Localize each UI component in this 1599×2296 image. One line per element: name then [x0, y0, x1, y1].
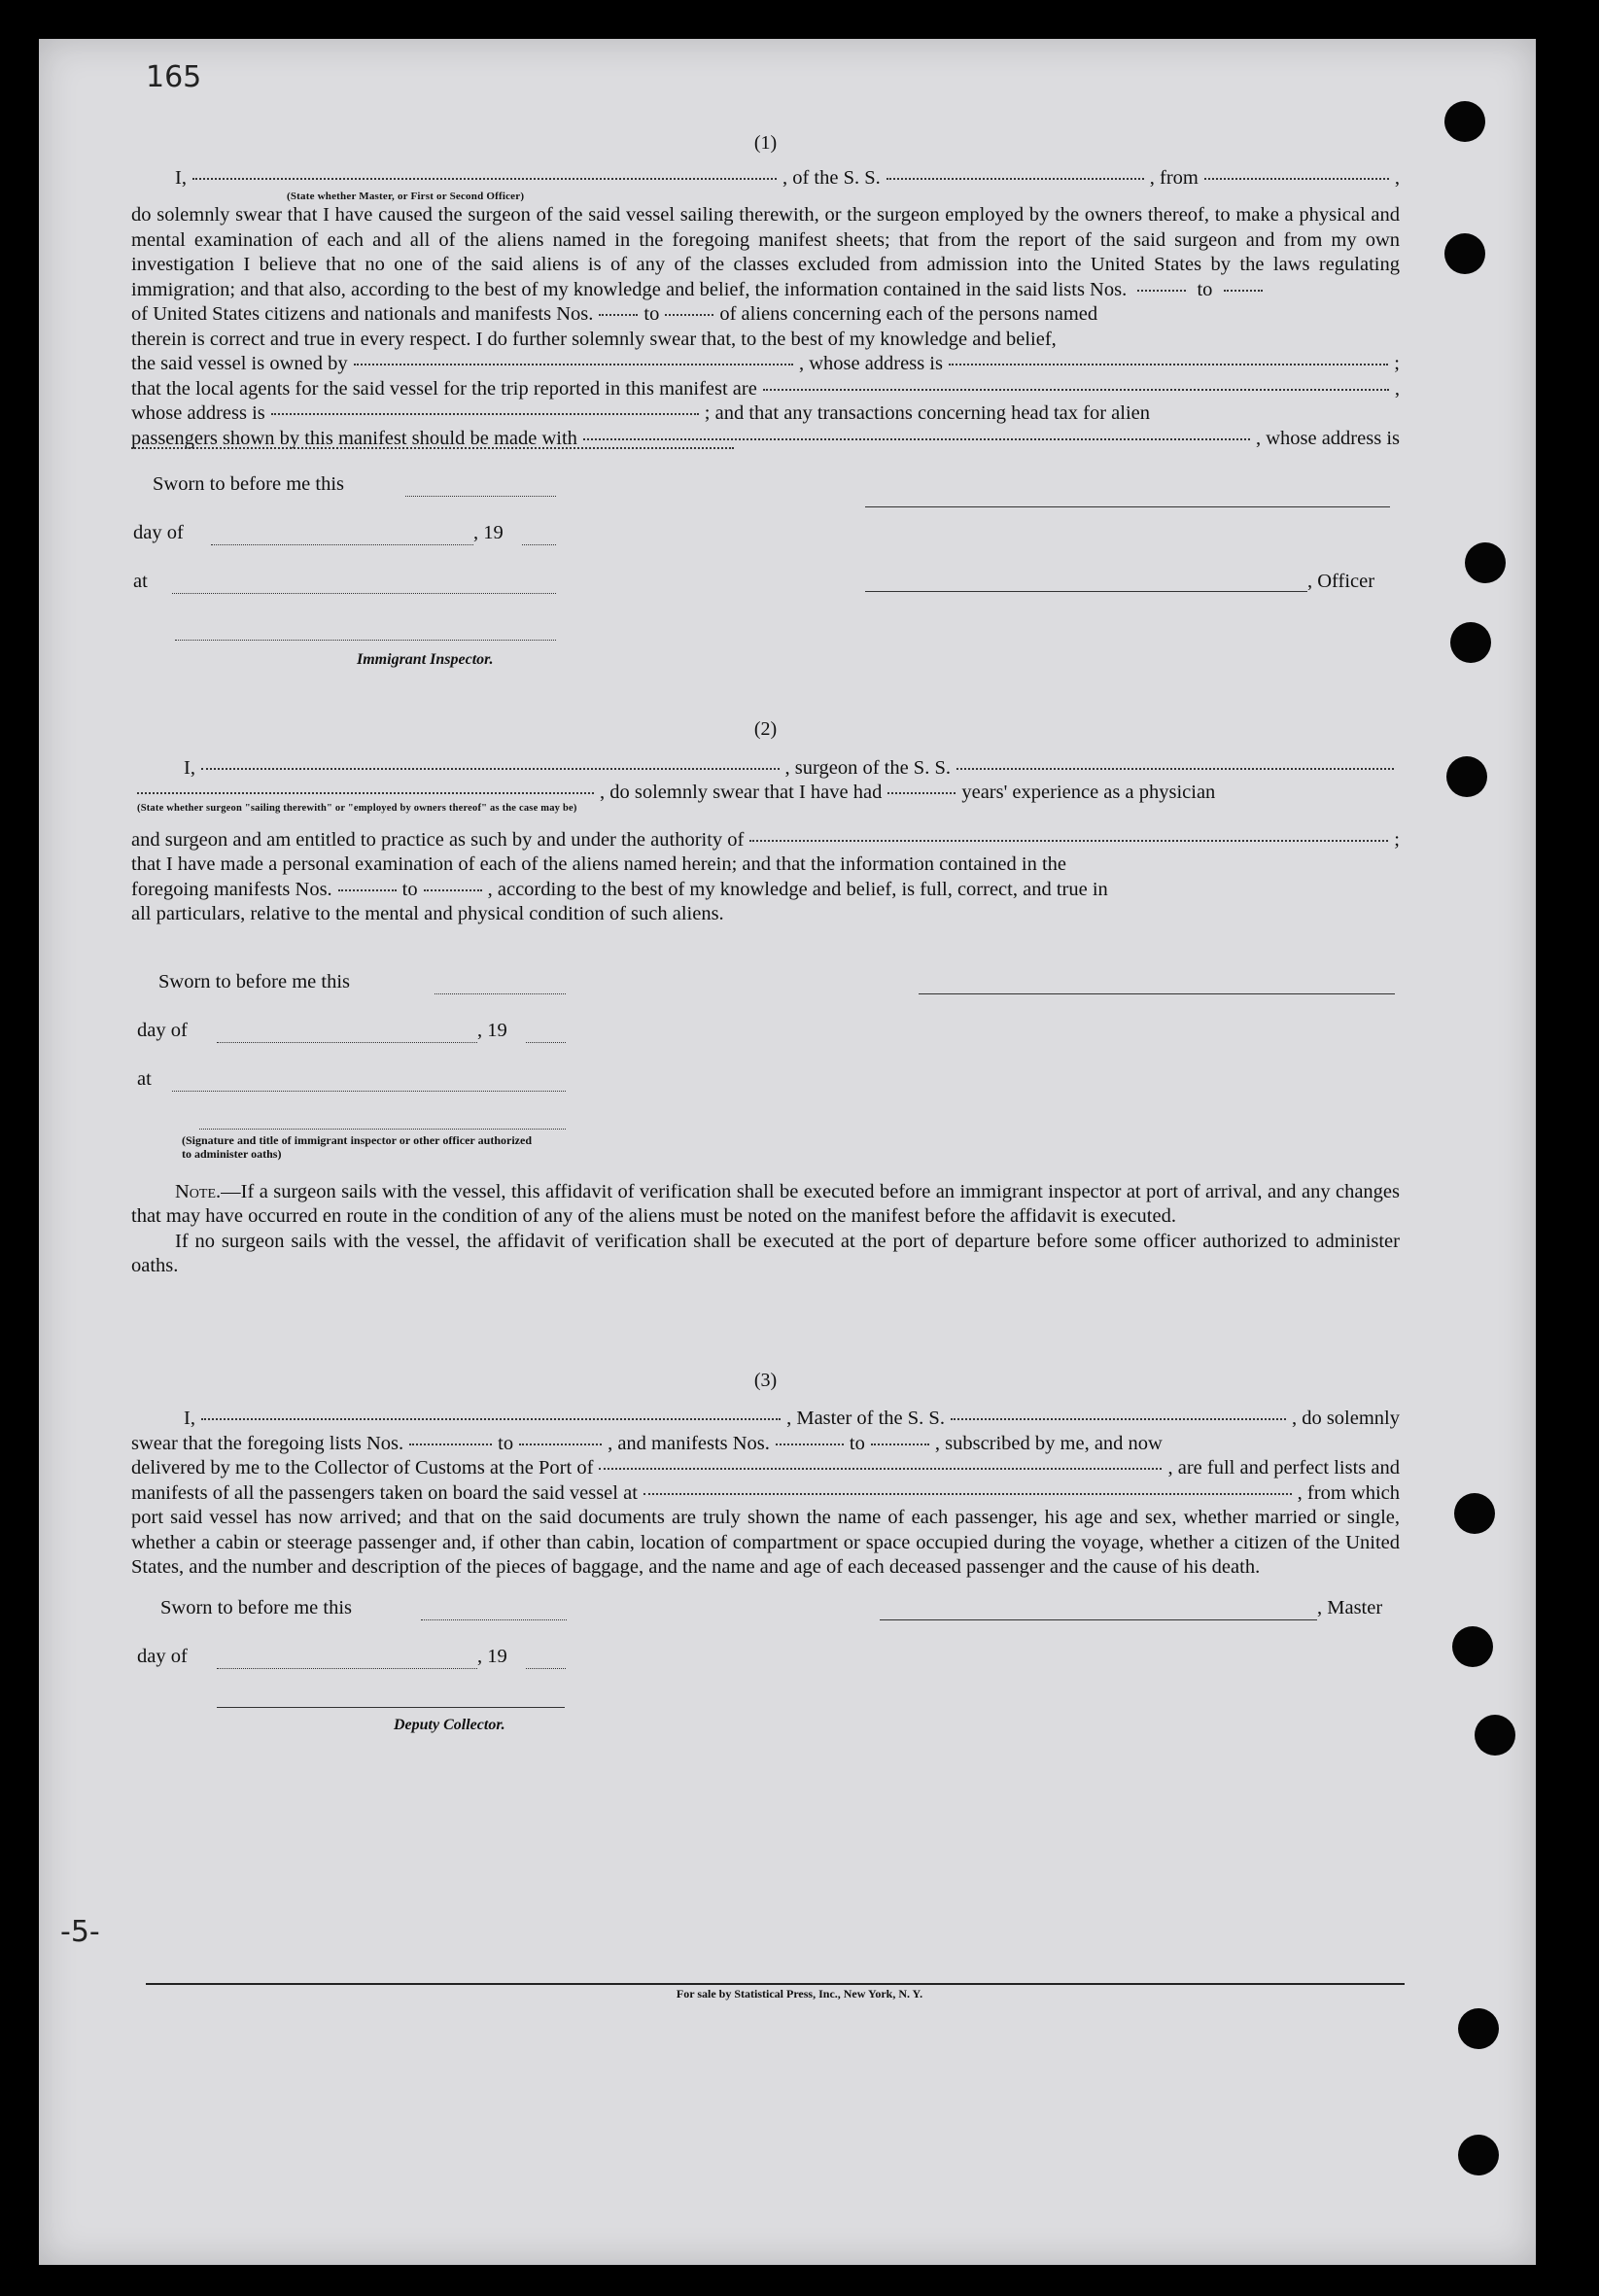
section-1-text-b: therein is correct and true in every respect. I do further solemnly swear that, to the best of my knowledge and belief, — [131, 328, 1057, 350]
section-3-text: port said vessel has now arrived; and that on the said documents are truly shown the name of each passenger, his age and sex, whether married or single, whether a cabin or steerage passenger and, if other than cabin, location of compartment or space occupied during the voyage, whether a citizen of the United States, and the number and description of the pieces of baggage, and the name and age of each deceased passenger and the cause of his death. — [131, 1507, 1400, 1578]
agents-address-line — [131, 401, 1400, 427]
surgeon-signature-line[interactable] — [919, 993, 1395, 994]
section-number: (3) — [753, 1369, 778, 1391]
text: , — [1394, 166, 1400, 189]
punch-hole — [1446, 756, 1487, 797]
at-field[interactable] — [172, 1091, 566, 1092]
note-text-1: —If a surgeon sails with the vessel, this affidavit of verification shall be executed before an immigrant inspector at port of arrival, and any changes that may have occurred en route in the condition of any of the aliens must be noted on the manifest before the affidavit is executed. — [131, 1180, 1400, 1227]
years-field[interactable] — [887, 792, 956, 794]
day-of-label: day of — [137, 1645, 188, 1667]
text: , of the S. S. — [782, 166, 881, 189]
text: , from which — [1297, 1481, 1400, 1504]
year-label: , 19 — [477, 1019, 507, 1041]
sworn-day-field[interactable] — [435, 993, 566, 994]
text: of United States citizens and nationals and manifests Nos. — [131, 303, 594, 325]
sworn-label: Sworn to before me this — [158, 970, 350, 992]
text: , — [1394, 377, 1400, 400]
port-line — [131, 1456, 1400, 1481]
surgeon-note: (State whether surgeon "sailing therewith" or "employed by owners thereof" as the case may be) — [137, 802, 577, 814]
text: to — [498, 1432, 514, 1454]
text: , and manifests Nos. — [608, 1432, 770, 1454]
text: whose address is — [131, 402, 265, 424]
note-text-2: If no surgeon sails with the vessel, the affidavit of verification shall be executed at the port of departure before some officer authorized to administer oaths. — [131, 1230, 1400, 1276]
text: of aliens concerning each of the persons named — [719, 303, 1098, 325]
contact-address-field[interactable] — [131, 447, 734, 449]
taken-on-board-line — [131, 1481, 1400, 1507]
text: swear that the foregoing lists Nos. — [131, 1432, 404, 1454]
punch-hole — [1452, 1626, 1493, 1667]
handwritten-number: 165 — [146, 60, 202, 94]
surgeon-status-field[interactable] — [137, 792, 594, 794]
note-paragraph-1 — [131, 1180, 1400, 1230]
text: , from — [1149, 166, 1199, 189]
punch-hole — [1450, 622, 1491, 663]
head-tax-contact-field[interactable] — [583, 438, 1250, 440]
year-label: , 19 — [477, 1645, 507, 1667]
surgeon-ship-field[interactable] — [956, 768, 1394, 770]
master-signature-line[interactable] — [880, 1619, 1317, 1620]
punch-hole — [1458, 2008, 1499, 2049]
port-field[interactable] — [599, 1468, 1162, 1470]
authority-field[interactable] — [749, 840, 1388, 842]
section-2-signature-block — [131, 927, 1400, 1161]
master-line — [131, 1407, 1400, 1432]
sworn-day-field[interactable] — [421, 1619, 567, 1620]
citizens-line — [131, 302, 1400, 328]
text: to — [1197, 278, 1213, 300]
section-1 — [131, 131, 1400, 677]
text: to — [643, 303, 660, 325]
note-label: Note. — [175, 1180, 222, 1202]
text: I, — [184, 1408, 195, 1429]
at-label: at — [137, 1067, 152, 1090]
foregoing-line — [131, 878, 1400, 903]
text: ; — [1394, 353, 1400, 374]
agents-field[interactable] — [763, 389, 1389, 391]
day-of-field[interactable] — [211, 544, 473, 545]
all-particulars-text: all particulars, relative to the mental and physical condition of such aliens. — [131, 903, 724, 924]
signature-note: (Signature and title of immigrant inspector or other officer authorized to administer oaths) — [182, 1132, 532, 1161]
text: , do solemnly — [1291, 1408, 1400, 1429]
text: , whose address is — [1255, 427, 1400, 449]
master-ship-field[interactable] — [951, 1418, 1286, 1420]
year-field[interactable] — [526, 1668, 566, 1669]
lists-from-field[interactable] — [1137, 290, 1186, 292]
personal-exam-text: that I have made a personal examination of each of the aliens named herein; and that the information contained in the — [131, 853, 1066, 875]
master-name-field[interactable] — [201, 1418, 781, 1420]
text: , Master of the S. S. — [786, 1408, 945, 1429]
printer-footer: For sale by Statistical Press, Inc., New York, N. Y. — [676, 1987, 923, 2000]
manifests-to-field[interactable] — [424, 889, 482, 891]
day-of-field[interactable] — [217, 1668, 477, 1669]
agents-address-field[interactable] — [271, 413, 699, 415]
section-3-signature-block — [131, 1581, 1400, 1736]
officer-label: , Officer — [1307, 571, 1375, 592]
manifests-from-field[interactable] — [776, 1444, 844, 1445]
authority-line — [131, 828, 1400, 853]
section-1-signature-block — [131, 453, 1400, 677]
manifests-to-field[interactable] — [665, 314, 713, 316]
punch-hole — [1454, 1493, 1495, 1534]
text: ; and that any transactions concerning head tax for alien — [704, 402, 1151, 424]
agents-line — [131, 377, 1400, 402]
year-label: , 19 — [473, 522, 504, 543]
text: and surgeon and am entitled to practice as such by and under the authority of — [131, 828, 745, 851]
text: passengers shown by this manifest should be made with — [131, 427, 577, 449]
section-1-text: do solemnly swear that I have caused the surgeon of the said vessel sailing therewith, or the surgeon employed by the owners thereof, to make a physical and mental examination of each and all of the aliens named in the foregoing manifest sheets; that from the report of the said surgeon and from my own investigation I believe that no one of the said aliens is of any of the classes excluded from admission into the United States by the laws regulating immigration; and that also, according to the best of my knowledge and belief, the information contained in the said lists Nos. — [131, 204, 1400, 300]
owner-line — [131, 352, 1400, 377]
sworn-day-field[interactable] — [405, 496, 556, 497]
text: delivered by me to the Collector of Customs at the Port of — [131, 1457, 594, 1478]
text: years' experience as a physician — [961, 782, 1216, 803]
officer-line — [131, 166, 1400, 191]
from-field[interactable] — [1204, 178, 1389, 180]
sworn-label: Sworn to before me this — [153, 473, 344, 495]
departure-port-field[interactable] — [643, 1493, 1292, 1495]
punch-hole — [1458, 2135, 1499, 2175]
lists-from-field[interactable] — [409, 1444, 492, 1445]
text: , surgeon of the S. S. — [784, 756, 951, 779]
text: ; — [1394, 828, 1400, 851]
punch-hole — [1475, 1715, 1515, 1756]
deputy-signature-line[interactable] — [217, 1707, 565, 1708]
punch-hole — [1465, 542, 1506, 583]
text: I, — [184, 756, 195, 779]
lists-to-field[interactable] — [1224, 290, 1263, 292]
punch-hole — [1444, 233, 1485, 274]
section-3 — [131, 1369, 1400, 1736]
day-of-label: day of — [137, 1019, 188, 1041]
section-number: (1) — [753, 132, 778, 154]
master-label: , Master — [1317, 1596, 1383, 1618]
text: , are full and perfect lists and — [1167, 1457, 1400, 1478]
handwritten-mark: -5- — [60, 1915, 100, 1949]
lists-line — [131, 1432, 1400, 1457]
text: foregoing manifests Nos. — [131, 878, 332, 900]
manifests-from-field[interactable] — [599, 314, 638, 316]
text: , whose address is — [798, 353, 943, 374]
manifests-to-field[interactable] — [871, 1444, 929, 1445]
inspector-label: Immigrant Inspector. — [357, 651, 494, 668]
surgeon-line — [131, 756, 1400, 782]
text: , according to the best of my knowledge and belief, is full, correct, and true in — [487, 878, 1108, 900]
officer-note: (State whether Master, or First or Second Officer) — [287, 191, 525, 202]
officer-name-field[interactable] — [192, 178, 777, 180]
deputy-label: Deputy Collector. — [394, 1716, 505, 1733]
text: , do solemnly swear that I have had — [600, 782, 883, 803]
lists-to-field[interactable] — [519, 1444, 602, 1445]
day-of-field[interactable] — [217, 1042, 477, 1043]
at-field[interactable] — [172, 593, 556, 594]
ship-name-field[interactable] — [886, 178, 1144, 180]
day-of-label: day of — [133, 522, 184, 543]
sworn-label: Sworn to before me this — [160, 1596, 352, 1618]
text: , subscribed by me, and now — [934, 1432, 1163, 1454]
owner-address-field[interactable] — [949, 364, 1388, 365]
year-field[interactable] — [526, 1042, 566, 1043]
punch-hole — [1444, 101, 1485, 142]
manifests-from-field[interactable] — [338, 889, 397, 891]
affidavit-content — [131, 131, 1400, 1736]
owner-field[interactable] — [354, 364, 793, 365]
officer-signature-line-1[interactable] — [865, 506, 1390, 507]
officer-signature-line-2[interactable] — [865, 591, 1307, 592]
text: to — [401, 878, 418, 900]
text: to — [849, 1432, 865, 1454]
section-number: (2) — [753, 718, 778, 740]
surgeon-name-field[interactable] — [201, 768, 780, 770]
note — [131, 1180, 1400, 1279]
text: manifests of all the passengers taken on board the said vessel at — [131, 1481, 638, 1504]
inspector-signature-field[interactable] — [175, 640, 556, 641]
inspector-signature-field[interactable] — [199, 1129, 566, 1130]
footer-rule — [146, 1983, 1405, 1985]
at-label: at — [133, 571, 148, 592]
text: the said vessel is owned by — [131, 353, 348, 374]
text: that the local agents for the said vessel for the trip reported in this manifest are — [131, 377, 757, 400]
section-2 — [131, 717, 1400, 1161]
text: I, — [175, 166, 187, 189]
year-field[interactable] — [522, 544, 556, 545]
